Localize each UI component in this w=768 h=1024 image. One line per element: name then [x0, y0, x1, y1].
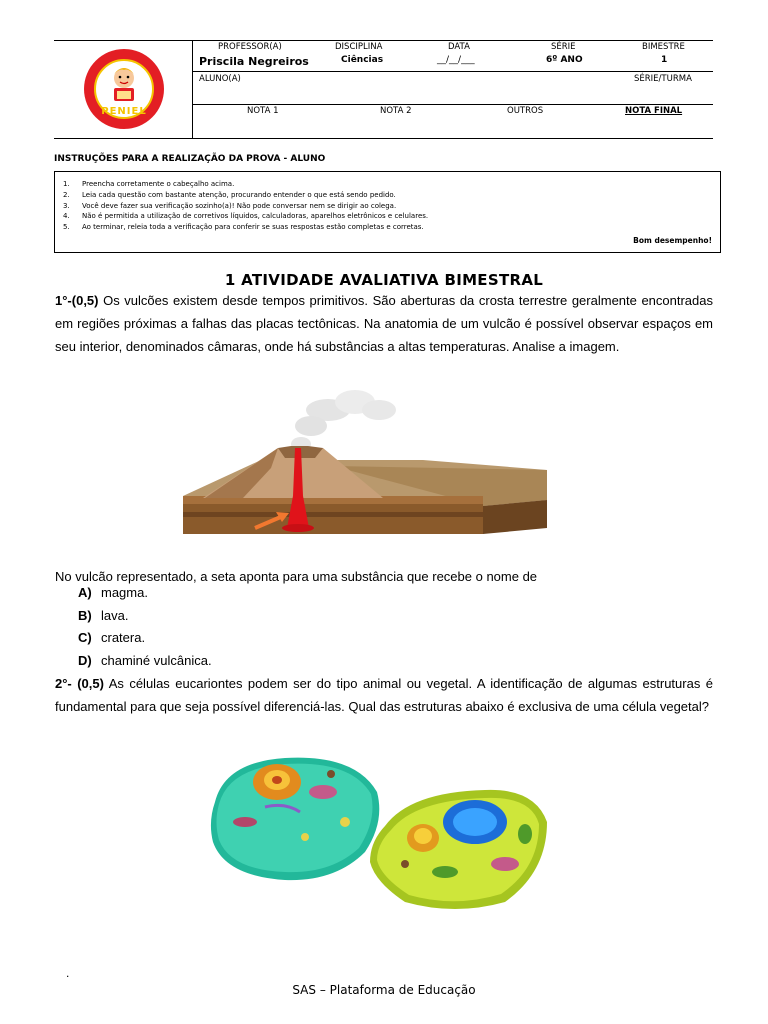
instruction-item: 3. Você deve fazer sua verificação sozinho(a)! Não pode conversar nem se dirigir ao colega.: [63, 201, 397, 210]
nota1-label[interactable]: NOTA 1: [247, 106, 279, 116]
header-rule-1: [193, 71, 713, 72]
bimestre-value[interactable]: 1: [661, 55, 668, 65]
outros-label[interactable]: OUTROS: [507, 106, 544, 116]
question-1-prompt: No vulcão representado, a seta aponta para uma substância que recebe o nome de: [55, 569, 538, 584]
option-d[interactable]: D) chaminé vulcânica.: [78, 653, 212, 668]
serie-value[interactable]: 6º ANO: [546, 55, 583, 65]
aluno-label[interactable]: ALUNO(A): [199, 74, 241, 84]
option-a[interactable]: A) magma.: [78, 585, 148, 600]
professor-value[interactable]: Priscila Negreiros: [199, 55, 309, 68]
footer-dot: .: [66, 966, 70, 980]
question-1-body: Os vulcões existem desde tempos primitivos. São aberturas da crosta terrestre geralmente encontradas em regiões próximas a falhas das placas tectônicas. Na anatomia de um vulcão é possível observar espaços em seu interior, denominados câmaras, onde há substâncias a altas temperaturas. Analise a imagem.: [55, 293, 713, 354]
instruction-item: 4. Não é permitida a utilização de corretivos líquidos, calculadoras, aparelhos eletrônicos e celulares.: [63, 212, 429, 221]
logo-text: PENIEL: [101, 106, 147, 117]
question-2-number: 2°- (0,5): [55, 676, 104, 691]
nota2-label[interactable]: NOTA 2: [380, 106, 412, 116]
animal-cell: [211, 758, 379, 881]
nota-final-label[interactable]: NOTA FINAL: [625, 106, 683, 116]
instructions-title: INSTRUÇÕES PARA A REALIZAÇÃO DA PROVA - ALUNO: [54, 154, 326, 164]
data-label: DATA: [448, 42, 470, 52]
exam-header: [54, 40, 713, 138]
question-1-text: [55, 289, 713, 358]
cells-image: [205, 752, 550, 917]
disciplina-label: DISCIPLINA: [335, 42, 383, 52]
serie-turma-label[interactable]: SÉRIE/TURMA: [634, 74, 692, 84]
question-2-text: [55, 672, 713, 718]
bimestre-label: BIMESTRE: [642, 42, 685, 52]
page-title: 1 ATIVIDADE AVALIATIVA BIMESTRAL: [224, 271, 544, 289]
instructions-list: [63, 179, 428, 233]
option-c[interactable]: C) cratera.: [78, 630, 146, 645]
closing-text: Bom desempenho!: [633, 236, 712, 245]
volcano-image: [183, 388, 547, 538]
question-1-number: 1°-(0,5): [55, 293, 99, 308]
footer-text: SAS – Plataforma de Educação: [292, 983, 476, 997]
option-b[interactable]: B) lava.: [78, 608, 129, 623]
header-bottom-rule: [54, 138, 713, 139]
instruction-item: 2. Leia cada questão com bastante atenção, procurando entender o que está sendo pedido.: [63, 190, 396, 199]
date-field[interactable]: __/__/___: [437, 55, 475, 65]
header-rule-2: [193, 104, 713, 105]
disciplina-value[interactable]: Ciências: [341, 55, 384, 65]
question-2-body: As células eucariontes podem ser do tipo animal ou vegetal. A identificação de algumas estruturas é fundamental para que seja possível diferenciá-las. Qual das estruturas abaixo é exclusiva de uma célula vegetal?: [55, 676, 714, 714]
serie-label: SÉRIE: [551, 42, 576, 52]
instructions-box: [54, 171, 721, 253]
professor-label: PROFESSOR(A): [218, 42, 282, 52]
school-logo: [54, 40, 193, 138]
instruction-item: 5. Ao terminar, releia toda a verificação para conferir se suas respostas estão completas e corretas.: [63, 223, 424, 232]
school-logo-box: [54, 40, 193, 138]
plant-cell: [370, 790, 547, 909]
instruction-item: 1. Preencha corretamente o cabeçalho acima.: [63, 180, 235, 188]
